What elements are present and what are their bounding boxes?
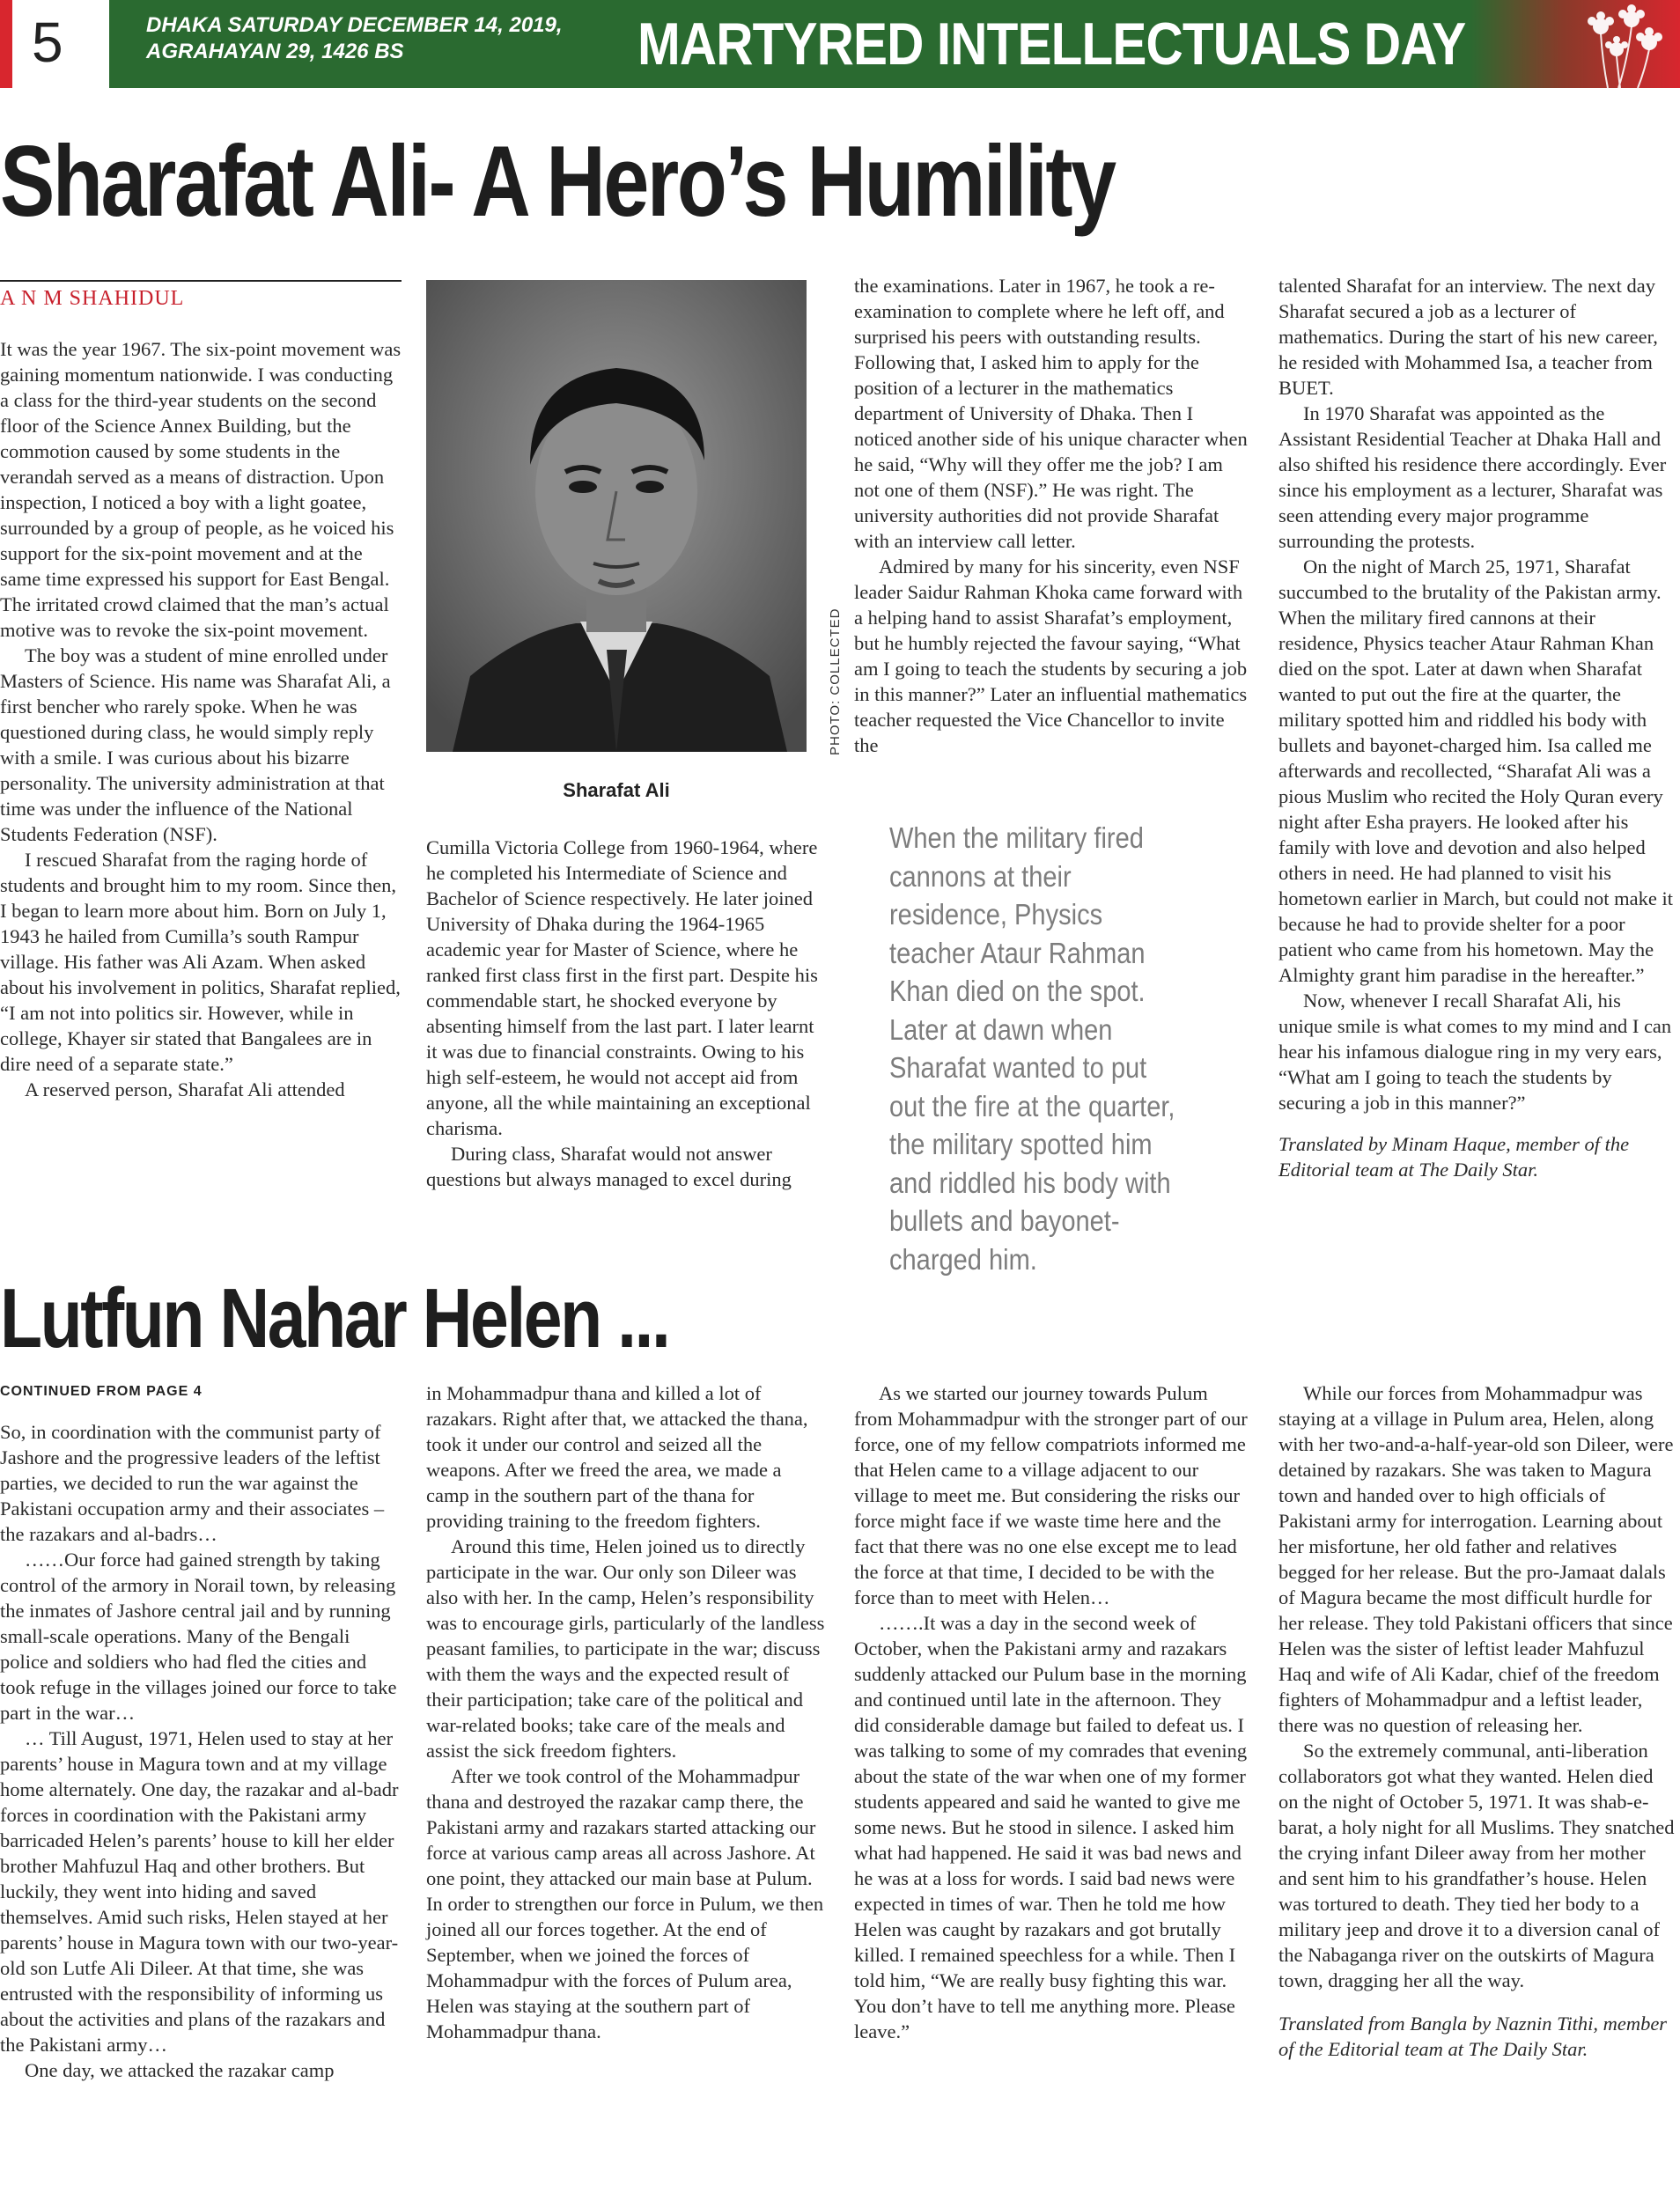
paragraph: While our forces from Mohammadpur was staying at a village in Pulum area, Helen, along with her two-and-a-half-year-old son Dileer, were detained by razakars. She was taken to Magura town and handed over to high officials of Pakistani army for interrogation. Learning about her misfortune, her old father and relatives begged for her release. But the pro-Jamaat dalals of Magura became the most difficult hurdle for her release. They told Pakistani officers that since Helen was the sister of leftist leader Mahfuzul Haq and wife of Ali Kadar, chief of the freedom fighters of Mohammadpur and a leftist leader, there was no question of releasing her. (1278, 1382, 1674, 1736)
article2-column-2 (426, 1380, 828, 2044)
paragraph: Admired by many for his sincerity, even NSF leader Saidur Rahman Khoka came forward with a helping hand to assist Sharafat’s employment, but he humbly rejected the favour saying, “What am I going to teach the students by securing a job in this manner?” Later an influential mathematics teacher requested the Vice Chancellor to invite the (854, 556, 1248, 756)
byline: A N M SHAHIDUL (0, 287, 185, 310)
paragraph: In 1970 Sharafat was appointed as the Assistant Residential Teacher at Dhaka Hall and also shifted his residence there accordingly. Ever since his employment as a lecturer, Sharafat was seen attending every major programme surrounding the protests. (1278, 402, 1667, 552)
paragraph: Now, whenever I recall Sharafat Ali, his unique smile is what comes to my mind and I can hear his infamous dialogue ring in my very ears, “What am I going to teach the students by securing a job in this manner?” (1278, 990, 1672, 1114)
paragraph: So the extremely communal, anti-liberation collaborators got what they wanted. Helen died on the night of October 5, 1971. It was shab-e-barat, a holy night for all Muslims. They snatched the crying infant Dileer away from her mother and sent him to his grandfather’s house. Helen was tortured to death. They tied her body to a military jeep and drove it to a diversion canal of the Nabaganga river on the outskirts of Magura town, dragging her all the way. (1278, 1740, 1675, 1991)
paragraph: During class, Sharafat would not answer questions but always managed to excel during (426, 1143, 792, 1190)
paragraph: So, in coordination with the communist party of Jashore and the progressive leaders of the leftist parties, we decided to run the war against the Pakistani occupation army and their associates – the razakars and al-badrs… (0, 1421, 385, 1545)
dateline (146, 12, 563, 65)
paragraph: Around this time, Helen joined us to directly participate in the war. Our only son Dileer was also with her. In the camp, Helen’s responsibility was to encourage girls, particularly of the landless peasant families, to participate in the war; discuss with them the ways and the expected result of their participation; take care of the political and war-related books; take care of the meals and assist the sick freedom fighters. (426, 1535, 825, 1762)
pull-quote: When the military fired cannons at their residence, Physics teacher Ataur Rahman Khan died on the spot. Later at dawn when Sharafat wanted to put out the fire at the quarter, the military spotted him and riddled his body with bullets and bayonet-charged him. (889, 821, 1175, 1276)
article2-column-3 (854, 1380, 1250, 2044)
dateline-bangla-date: AGRAHAYAN 29, 1426 BS (146, 40, 404, 63)
section-band (109, 0, 1680, 88)
headline-lutfun-nahar-helen: Lutfun Nahar Helen ... (0, 1271, 669, 1365)
paragraph: One day, we attacked the razakar camp (25, 2059, 335, 2081)
paragraph: Cumilla Victoria College from 1960-1964, where he completed his Intermediate of Science and Bachelor of Science respectively. He later joined University of Dhaka during the 1964-1965 academic year for Master of Science, where he ranked first class first in the first part. Despite his commendable start, he shocked everyone by absenting himself from the last part. I later learnt it was due to financial constraints. Owing to his high self-esteem, he would not accept aid from anyone, all the while maintaining an exceptional charisma. (426, 836, 818, 1139)
article1-column-2 (426, 835, 829, 1192)
byline-divider (0, 280, 402, 282)
photo-caption: Sharafat Ali (563, 779, 670, 801)
accent-bar (0, 0, 12, 88)
photo-credit: PHOTO: COLLECTED (828, 607, 843, 755)
article2-column-1 (0, 1419, 402, 2083)
article2-column-4 (1278, 1380, 1675, 2062)
paragraph: As we started our journey towards Pulum from Mohammadpur with the stronger part of our force, one of my fellow compatriots informed me that Helen came to a village adjacent to our village to meet me. But considering the risks our force might face if we waste time here and the fact that there was no one else except me to lead the force at that time, I decided to be with the force than to meet with Helen… (854, 1382, 1248, 1608)
paragraph: It was the year 1967. The six-point movement was gaining momentum nationwide. I was conducting a class for the third-year students on the second floor of the Science Annex Building, but the commotion caused by some students in the verandah served as a means of distraction. Upon inspection, I noticed a boy with a light goatee, surrounded by a group of people, as he voiced his support for the six-point movement and at the same time expressed his support for East Bengal. The irritated crowd claimed that the man’s actual motive was to revoke the six-point movement. (0, 338, 402, 641)
page-header (0, 0, 1680, 88)
page-number: 5 (32, 11, 63, 74)
article1-column-1 (0, 336, 402, 1102)
paragraph: I rescued Sharafat from the raging horde of students and brought him to my room. Since then, I began to learn more about him. Born on July 1, 1943 he hailed from Cumilla’s south Rampur village. His father was Ali Azam. When asked about his involvement in politics, Sharafat replied, “I am not into politics sir. However, while in college, Khayer sir stated that Bangalees are in dire need of a separate state.” (0, 849, 401, 1075)
paragraph: ……Our force had gained strength by taking control of the armory in Norail town, by releasing the inmates of Jashore central jail and by running small-scale operations. Many of the Bengali police and soldiers who had fled the cities and took refuge in the villages joined our force to take part in the war… (0, 1549, 397, 1724)
paragraph: talented Sharafat for an interview. The next day Sharafat secured a job as a lecturer of mathematics. During the start of his new career, he resided with Mohammed Isa, a teacher from BUET. (1278, 275, 1658, 399)
section-title: MARTYRED INTELLECTUALS DAY (637, 11, 1466, 77)
article1-column-4 (1278, 273, 1675, 1182)
flower-decoration-icon (1469, 0, 1680, 88)
paragraph: After we took control of the Mohammadpur thana and destroyed the razakar camp there, the Pakistani army and razakars started attacking our force at various camp areas all across Jashore. At one point, they attacked our main base at Pulum. In order to strengthen our force in Pulum, we then joined all our forces together. At the end of September, when we joined the forces of Mohammadpur with the forces of Pulum area, Helen was staying at the southern part of Mohammadpur thana. (426, 1765, 824, 2042)
translator-note: Translated by Minam Haque, member of the Editorial team at The Daily Star. (1278, 1133, 1630, 1181)
paragraph: The boy was a student of mine enrolled under Masters of Science. His name was Sharafat Ali, a first bencher who rarely spoke. When he was questioned during class, he would simply reply with a smile. I was curious about his bizarre personality. The university administration at that time was under the influence of the National Students Federation (NSF). (0, 644, 391, 845)
article1-column-3 (854, 273, 1250, 758)
paragraph: in Mohammadpur thana and killed a lot of razakars. Right after that, we attacked the thana, took it under our control and seized all the weapons. After we freed the area, we made a camp in the southern part of the thana for providing training to the freedom fighters. (426, 1382, 808, 1532)
portrait-photo (426, 280, 807, 752)
paragraph: … Till August, 1971, Helen used to stay at her parents’ house in Magura town and at my village home alternately. One day, the razakar and al-badr forces in coordination with the Pakistani army barricaded Helen’s parents’ house to kill her elder brother Mahfuzul Haq and other brothers. But luckily, they went into hiding and saved themselves. Amid such risks, Helen stayed at her parents’ house in Magura town with our two-year-old son Lutfe Ali Dileer. At that time, she was entrusted with the responsibility of informing us about the activities and plans of the razakars and the Pakistani army… (0, 1727, 399, 2056)
paragraph: the examinations. Later in 1967, he took a re-examination to complete where he left off, and surprised his peers with outstanding results. Following that, I asked him to apply for the position of a lecturer in the mathematics department of University of Dhaka. Then I noticed another side of his unique character when he said, “Why will they offer me the job? I am not one of them (NSF).” He was right. The university authorities did not provide Sharafat with an interview call letter. (854, 275, 1248, 552)
dateline-date: DHAKA SATURDAY DECEMBER 14, 2019, (146, 13, 563, 37)
paragraph: On the night of March 25, 1971, Sharafat succumbed to the brutality of the Pakistan army. When the military fired cannons at their residence, Physics teacher Ataur Rahman Khan died on the spot. Later at dawn when Sharafat wanted to put out the fire at the quarter, the military spotted him and riddled his body with bullets and bayonet-charged him. Isa called me afterwards and recollected, “Sharafat Ali was a pious Muslim who recited the Holy Quran every night after Esha prayers. He looked after his family with love and devotion and also helped others in need. He had planned to visit his hometown earlier in March, but could not make it because he had to provide shelter for a poor patient who came from his hometown. May the Almighty grant him paradise in the hereafter.” (1278, 556, 1674, 986)
headline-sharafat-ali: Sharafat Ali- A Hero’s Humility (0, 126, 1115, 238)
translator-note: Translated from Bangla by Naznin Tithi, member of the Editorial team at The Daily Star. (1278, 2013, 1668, 2060)
paragraph: A reserved person, Sharafat Ali attended (25, 1078, 345, 1100)
continued-label: CONTINUED FROM PAGE 4 (0, 1384, 203, 1399)
paragraph: …….It was a day in the second week of October, when the Pakistani army and razakars suddenly attacked our Pulum base in the morning and continued until late in the afternoon. They did considerable damage but failed to defeat us. I was talking to some of my comrades that evening about the state of the war when one of my former students appeared and said he wanted to give me some news. But he stood in silence. I asked him what had happened. He said it was bad news and he was at a loss for words. I said bad news were expected in times of war. Then he told me how Helen was caught by razakars and got brutally killed. I remained speechless for a while. Then I told him, “We are really busy fighting this war. You don’t have to tell me anything more. Please leave.” (854, 1612, 1248, 2042)
